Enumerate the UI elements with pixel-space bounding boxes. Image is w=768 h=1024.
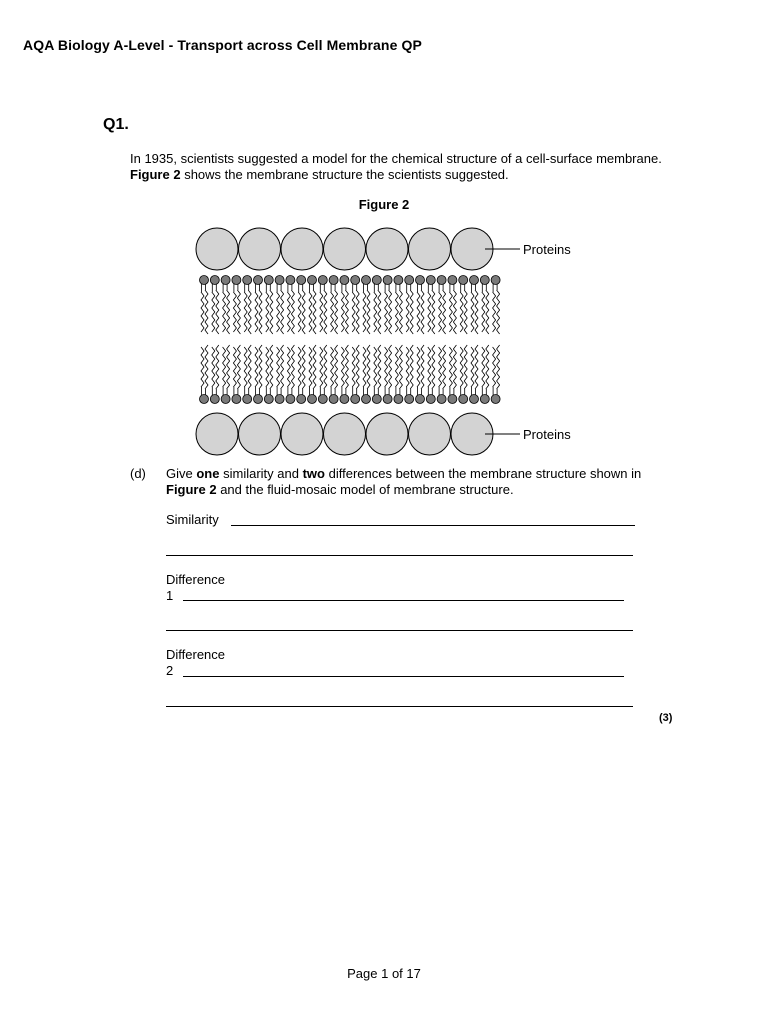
part-text-4: and the fluid-mosaic model of membrane structure. [220,482,514,497]
phospholipid-head [491,276,500,285]
intro-text-1: In 1935, scientists suggested a model for the chemical structure of a cell-surface membrane. [130,151,662,166]
phospholipid-head [254,276,263,285]
phospholipid-head [275,395,284,404]
part-text-3: differences between the membrane structure shown in [328,466,642,481]
difference-1-answer-line-1[interactable] [183,600,624,601]
question-number: Q1. [103,116,129,133]
phospholipid-head [372,395,381,404]
phospholipid-head [264,276,273,285]
part-bold-1: one [196,466,220,481]
phospholipid-head [362,395,371,404]
protein-circle [281,228,323,270]
phospholipid-head [416,276,425,285]
part-question-text [166,466,666,498]
phospholipid-head [394,395,403,404]
phospholipid-head [308,395,317,404]
phospholipid-head [372,276,381,285]
protein-circle [196,413,238,455]
phospholipid-head [329,395,338,404]
page-footer: Page 1 of 17 [347,966,421,981]
phospholipid-head [351,395,360,404]
part-bold-2: two [302,466,325,481]
phospholipid-head [264,395,273,404]
similarity-label: Similarity [166,512,219,527]
protein-circle [324,413,366,455]
phospholipid-head [200,395,209,404]
difference-1-label: Difference [166,572,226,587]
intro-figure-ref: Figure 2 [130,167,181,182]
phospholipid-head [318,395,327,404]
phospholipid-head [200,276,209,285]
phospholipid-head [394,276,403,285]
protein-circle [366,228,408,270]
difference-2-answer-line-1[interactable] [183,676,624,677]
phospholipid-head [426,395,435,404]
document-header: AQA Biology A-Level - Transport across Cell Membrane QP [23,37,422,53]
phospholipid-head [232,276,241,285]
phospholipid-head [318,276,327,285]
marks-indicator: (3) [659,712,673,724]
protein-circle [196,228,238,270]
protein-label-bottom: Proteins [523,427,571,442]
protein-circle [239,413,281,455]
difference-2-number: 2 [166,663,174,678]
difference-2-answer-line-2[interactable] [166,706,633,707]
phospholipid-head [275,276,284,285]
phospholipid-head [221,276,230,285]
phospholipid-head [243,395,252,404]
protein-circle [239,228,281,270]
bottom-phospholipid-layer [200,345,501,404]
membrane-diagram [185,222,585,458]
phospholipid-head [297,395,306,404]
figure-title: Figure 2 [358,197,410,212]
difference-1-number: 1 [166,588,174,603]
phospholipid-head [351,276,360,285]
phospholipid-head [210,395,219,404]
phospholipid-head [221,395,230,404]
phospholipid-head [426,276,435,285]
top-phospholipid-layer [200,276,501,335]
intro-text-2: shows the membrane structure the scientists suggested. [184,167,509,182]
phospholipid-head [437,276,446,285]
phospholipid-head [405,395,414,404]
phospholipid-head [416,395,425,404]
phospholipid-head [329,276,338,285]
phospholipid-head [459,395,468,404]
phospholipid-head [308,276,317,285]
phospholipid-head [480,395,489,404]
similarity-answer-line-1[interactable] [231,525,635,526]
phospholipid-head [480,276,489,285]
top-proteins [196,228,493,270]
question-intro [130,151,670,183]
phospholipid-head [210,276,219,285]
phospholipid-head [459,276,468,285]
phospholipid-head [383,395,392,404]
difference-2-label: Difference [166,647,226,662]
bottom-proteins [196,413,493,455]
phospholipid-head [491,395,500,404]
protein-label-top: Proteins [523,242,571,257]
phospholipid-head [232,395,241,404]
protein-circle [324,228,366,270]
phospholipid-head [286,276,295,285]
part-text-1: Give [166,466,193,481]
phospholipid-head [254,395,263,404]
phospholipid-head [340,395,349,404]
part-label: (d) [130,466,146,481]
phospholipid-head [437,395,446,404]
phospholipid-head [470,276,479,285]
phospholipid-head [297,276,306,285]
part-bold-3: Figure 2 [166,482,217,497]
part-text-2: similarity and [223,466,299,481]
phospholipid-head [243,276,252,285]
difference-1-answer-line-2[interactable] [166,630,633,631]
phospholipid-head [448,395,457,404]
phospholipid-head [362,276,371,285]
protein-circle [409,413,451,455]
phospholipid-head [383,276,392,285]
phospholipid-head [286,395,295,404]
phospholipid-head [470,395,479,404]
protein-circle [366,413,408,455]
phospholipid-head [340,276,349,285]
phospholipid-head [405,276,414,285]
similarity-answer-line-2[interactable] [166,555,633,556]
phospholipid-head [448,276,457,285]
protein-circle [281,413,323,455]
protein-circle [409,228,451,270]
